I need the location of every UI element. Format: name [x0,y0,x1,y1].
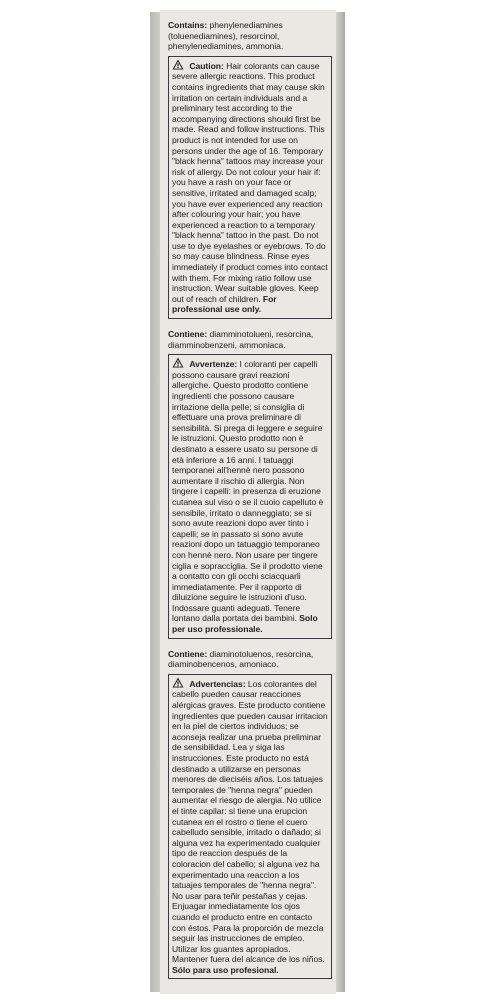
caution-box-spanish [168,674,332,980]
contains-text-spanish: diaminotoluenos, resorcina, diaminobencenos, amoniaco. [168,648,314,670]
caution-end-italian: Solo per uso professionale. [172,613,318,635]
contains-english [168,20,332,52]
caution-end-english: For professional use only. [172,293,277,315]
caution-text-english: Hair colorants can cause severe allergic reactions. This product contains ingredients that may cause skin irritation on certain individuals and a preliminary test according to the accompanying directions should first be made. Read and follow instructions. This product is not intended for use on persons under the age of 16. Temporary "black henna" tattoos may increase your risk of allergy. Do not colour your hair if: you have a rash on your face or sensitive, irritated and damaged scalp; you have ever experienced any reaction after colouring your hair; you have experienced a reaction to a temporary "black henna" tattoo in the past. Do not use to dye eyelashes or eyebrows. To do so may cause blindness. Rinse eyes immediately if product comes into contact with them. For mixing ratio follow use instruction. Wear suitable gloves. Keep out of reach of children. [172,60,328,304]
caution-box-english [168,56,332,319]
warning-triangle-icon [172,59,184,70]
contains-text-english: phenylenediamines (toluenediamines), resorcinol, phenylenediamines, ammonia. [168,20,284,52]
contains-label-english: Contains: [168,20,208,30]
warning-triangle-icon [172,677,184,688]
caution-label-english: Caution: [189,60,224,71]
contains-label-spanish: Contiene: [168,648,208,659]
caution-end-spanish: Sólo para uso profesional. [172,964,279,975]
caution-label-spanish: Advertencias: [189,678,246,689]
warning-label-panel [160,10,336,994]
caution-text-italian: I coloranti per capelli possono causare gravi reazioni allergiche. Questo prodotto contiene ingredienti che possono causare irritazione della pelle; si consiglia di effettuare una prova preliminare di sensibilità. Si prega di leggere e seguire le istruzioni. Questo prodotto non è destinato a essere usato su persone di età inferiore a 16 anni. I tatuaggi temporanei all'hennè nero possono aumentare il rischio di allergia. Non tingere i capelli: in presenza di eruzione cutanea sul viso o se il cuoio capelluto è sensibile, irritato o danneggiato; se si sono avute reazioni dopo aver tinto i capelli; se in passato si sono avute reazioni dopo un tatuaggio temporaneo con hennè nero. Non usare per tingere ciglia e sopracciglia. Se il prodotto viene a contatto con gli occhi sciacquarli immediatamente. Per il rapporto di diluizione seguire le istruzioni d'uso. Indossare guanti adeguati. Tenere lontano dalla portata dei bambini. [172,359,324,624]
caution-box-italian [168,354,332,638]
caution-label-italian: Avvertenze: [189,359,238,370]
caution-text-spanish: Los colorantes del cabello pueden causar reacciones alérgicas graves. Este producto contiene ingredientes que pueden causar irritacion en la piel de ciertos individuos; se aconseja realizar una prueba preliminar de sensibilidad. Lea y siga las instrucciones. Este producto no está destinado a utilizarse en personas menores de dieciséis años. Los tatuajes temporales de "henna negra" pueden aumentar el riesgo de alergia. No utilice el tinte capilar: si tiene una erupcion cutanea en el rostro o tiene el cuero cabelludo sensible, irritado o dañado; si alguna vez ha experimentado cualquier tipo de reaccion después de la coloracion del cabello; si alguna vez ha experimentado una reaccion a los tatuajes temporales de "henna negra". No usar para teñir pestañas y cejas. Enjuagar inmediatamente los ojos cuando el producto entre en contacto con éstos. Para la proporción de mezcla seguir las instrucciones de empleo. Utilizar los guantes apropiados. Mantener fuera del alcance de los niños. [172,678,328,965]
contains-italian [168,329,332,350]
contains-text-italian: diamminotolueni, resorcina, diamminobenzeni, ammoniaca. [168,329,314,350]
warning-triangle-icon [172,357,184,368]
contains-spanish [168,649,332,670]
contains-label-italian: Contiene: [168,329,208,340]
